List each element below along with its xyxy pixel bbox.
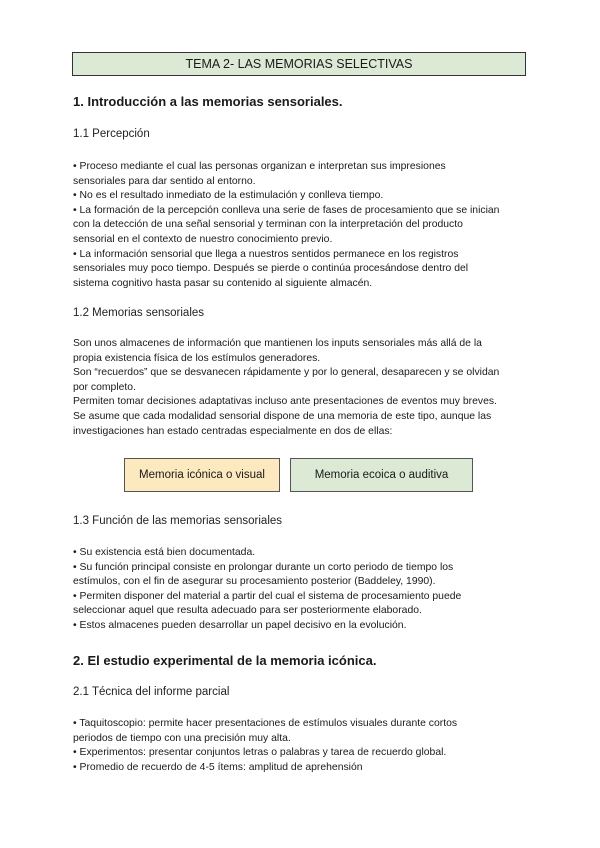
text-line: • Su existencia está bien documentada. [73,547,256,558]
text-line: con la detección de una señal sensorial y terminan con la interpretación del producto [73,219,463,231]
text-line: por completo. [73,381,136,393]
text-line: Se asume que cada modalidad sensorial dispone de una memoria de este tipo, aunque las [73,410,492,422]
text-line: • Taquitoscopio: permite hacer presentaciones de estímulos visuales durante cortos [73,718,458,729]
subsection-1-2-text [73,337,533,439]
text-line: • Experimentos: presentar conjuntos letras o palabras y tarea de recuerdo global. [73,747,447,759]
subsection-1-1-text [73,160,533,291]
text-line: estímulos, con el fin de asegurar su procesamiento posterior (Baddeley, 1990). [73,576,436,588]
subsection-1-3-text [73,546,533,634]
iconic-memory-box: Memoria icónica o visual [124,458,280,492]
text-line: sistema cognitivo hasta pasar su contenido al siguiente almacén. [73,277,373,289]
document-title: TEMA 2- LAS MEMORIAS SELECTIVAS [72,52,526,76]
subsection-1-1-heading: 1.1 Percepción [73,128,150,140]
text-line: sensorial en el contexto de nuestro conocimiento previo. [73,233,333,245]
text-line: • La información sensorial que llega a nuestros sentidos permanece en los registros [73,248,459,260]
text-line: • La formación de la percepción conlleva una serie de fases de procesamiento que se inician [73,204,500,216]
text-line: propia existencia física de los estímulos generadores. [73,352,321,364]
text-line: • Su función principal consiste en prolongar durante un corto periodo de tiempo los [73,561,454,573]
text-line: • Promedio de recuerdo de 4-5 ítems: amplitud de aprehensión [73,761,363,773]
echoic-memory-box: Memoria ecoica o auditiva [290,458,473,492]
text-line: sensoriales para dar sentido al entorno. [73,175,256,187]
subsection-2-1-heading: 2.1 Técnica del informe parcial [73,686,230,698]
text-line: Son “recuerdos” que se desvanecen rápidamente y por lo general, desaparecen y se olvidan [73,367,500,379]
text-line: Permiten tomar decisiones adaptativas incluso ante presentaciones de eventos muy breves. [73,396,497,408]
text-line: periodos de tiempo con una precisión muy alta. [73,732,291,744]
subsection-1-3-heading: 1.3 Función de las memorias sensoriales [73,515,283,527]
text-line: • Proceso mediante el cual las personas organizan e interpretan sus impresiones [73,161,446,172]
text-line: • Estos almacenes pueden desarrollar un papel decisivo en la evolución. [73,619,407,631]
section-1-heading: 1. Introducción a las memorias sensoriales. [73,94,343,109]
text-line: Son unos almacenes de información que mantienen los inputs sensoriales más allá de la [73,338,482,349]
text-line: seleccionar aquel que resulta adecuado para ser posteriormente elaborado. [73,605,422,617]
subsection-2-1-text [73,717,533,775]
text-line: • Permiten disponer del material a partir del cual el sistema de procesamiento puede [73,590,462,602]
text-line: sensoriales muy poco tiempo. Después se pierde o continúa procesándose dentro del [73,263,469,275]
text-line: investigaciones han estado centradas especialmente en dos de ellas: [73,425,393,437]
subsection-1-2-heading: 1.2 Memorias sensoriales [73,307,205,319]
section-2-heading: 2. El estudio experimental de la memoria icónica. [73,653,377,668]
text-line: • No es el resultado inmediato de la estimulación y conlleva tiempo. [73,190,384,202]
